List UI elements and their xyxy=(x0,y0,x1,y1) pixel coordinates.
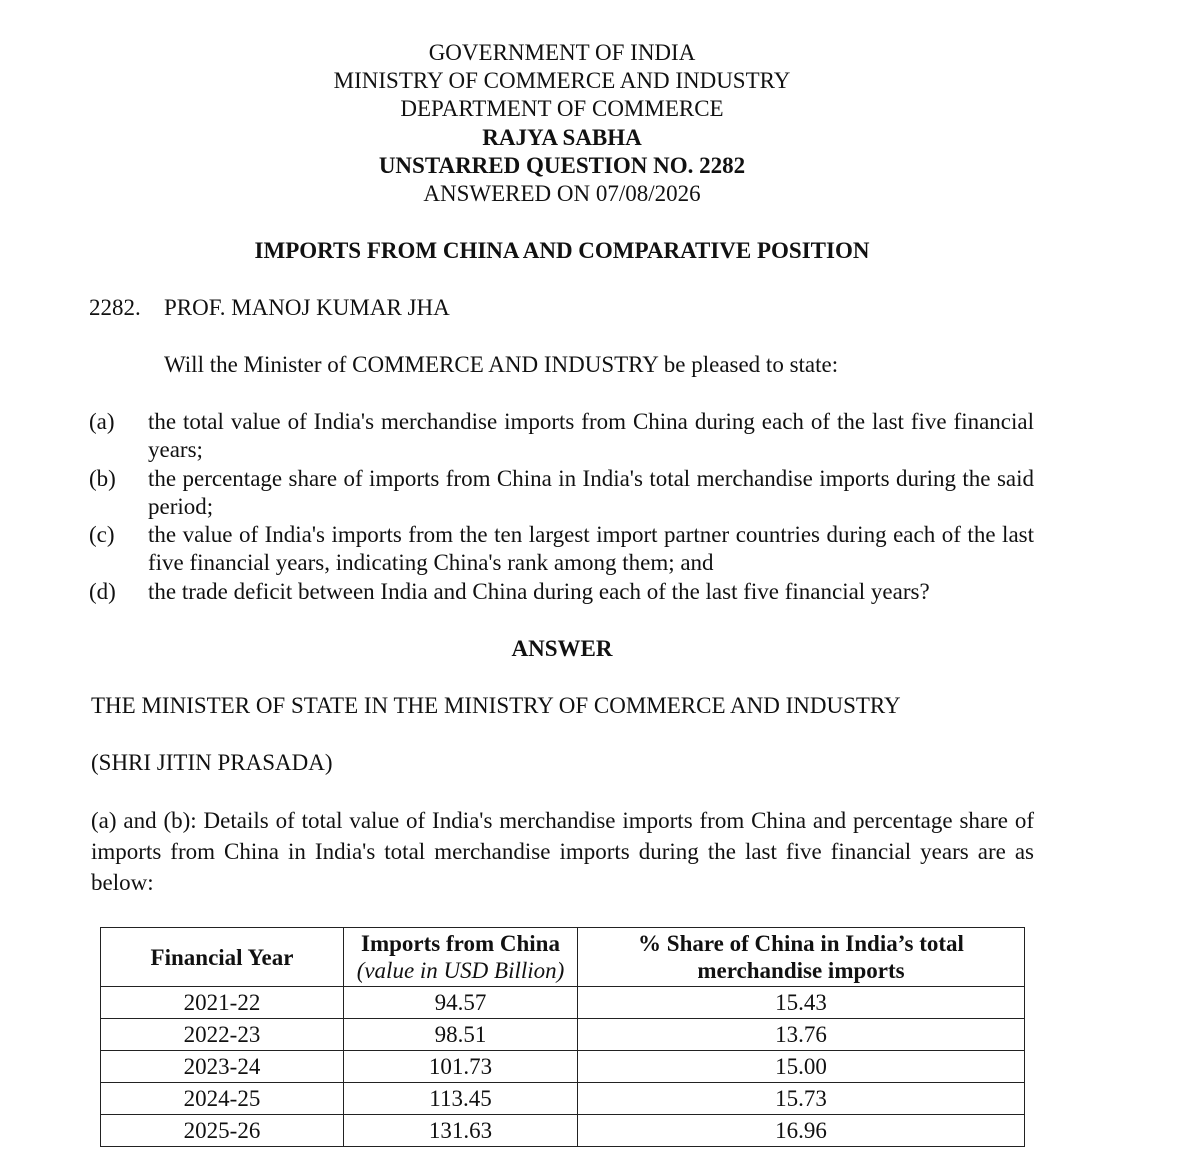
cell-imports: 113.45 xyxy=(344,1083,578,1115)
table-row xyxy=(101,987,1025,1019)
cell-share: 16.96 xyxy=(578,1115,1025,1147)
column-header-label: Imports from China xyxy=(361,931,560,956)
cell-share: 15.73 xyxy=(578,1083,1025,1115)
reply-paragraph: (a) and (b): Details of total value of India's merchandise imports from China and percentage share of imports from China in India's total merchandise imports during the last five financial years are as below: xyxy=(91,808,1034,895)
column-header-share xyxy=(578,928,1025,987)
question-part-text: the value of India's imports from the ten largest import partner countries during each of the last five financial years, indicating China's rank among them; and xyxy=(148,522,1034,575)
header-department: DEPARTMENT OF COMMERCE xyxy=(400,96,724,121)
cell-year: 2025-26 xyxy=(101,1115,344,1147)
column-header-imports xyxy=(344,928,578,987)
column-header-label: merchandise imports xyxy=(697,958,905,983)
question-number: 2282. xyxy=(89,295,141,320)
question-intro: Will the Minister of COMMERCE AND INDUSTRY be pleased to state: xyxy=(164,352,839,377)
header-ministry: MINISTRY OF COMMERCE AND INDUSTRY xyxy=(333,68,791,93)
header-question-number: UNSTARRED QUESTION NO. 2282 xyxy=(378,153,746,178)
cell-year: 2021-22 xyxy=(101,987,344,1019)
cell-year: 2024-25 xyxy=(101,1083,344,1115)
table-row xyxy=(101,1083,1025,1115)
cell-imports: 98.51 xyxy=(344,1019,578,1051)
cell-share: 13.76 xyxy=(578,1019,1025,1051)
subject-title: IMPORTS FROM CHINA AND COMPARATIVE POSITION xyxy=(254,238,870,263)
table-header-row xyxy=(101,928,1025,987)
cell-year: 2022-23 xyxy=(101,1019,344,1051)
question-part-text: the percentage share of imports from China in India's total merchandise imports during the said period; xyxy=(148,466,1034,519)
minister-designation: THE MINISTER OF STATE IN THE MINISTRY OF COMMERCE AND INDUSTRY xyxy=(91,693,901,718)
column-header-label: % Share of China in India’s total xyxy=(638,931,964,956)
cell-imports: 101.73 xyxy=(344,1051,578,1083)
member-name: PROF. MANOJ KUMAR JHA xyxy=(164,295,450,320)
minister-name: (SHRI JITIN PRASADA) xyxy=(91,750,333,775)
header-answered-date: ANSWERED ON 07/08/2026 xyxy=(423,181,701,206)
column-header-label: Financial Year xyxy=(150,944,294,970)
imports-table xyxy=(100,927,1025,1147)
cell-imports: 94.57 xyxy=(344,987,578,1019)
table-row xyxy=(101,1051,1025,1083)
column-header-unit: (value in USD Billion) xyxy=(356,958,565,983)
question-part-text: the total value of India's merchandise imports from China during each of the last five financial years; xyxy=(148,409,1034,462)
answer-heading: ANSWER xyxy=(511,636,613,661)
column-header-financial-year xyxy=(101,928,344,987)
cell-imports: 131.63 xyxy=(344,1115,578,1147)
question-part-label: (c) xyxy=(89,522,115,547)
question-part-label: (a) xyxy=(89,409,115,434)
cell-year: 2023-24 xyxy=(101,1051,344,1083)
header-house: RAJYA SABHA xyxy=(482,125,642,150)
table-row xyxy=(101,1019,1025,1051)
header-government: GOVERNMENT OF INDIA xyxy=(428,40,696,65)
question-part-label: (d) xyxy=(89,579,116,604)
cell-share: 15.43 xyxy=(578,987,1025,1019)
cell-share: 15.00 xyxy=(578,1051,1025,1083)
table-row xyxy=(101,1115,1025,1147)
question-part-label: (b) xyxy=(89,466,116,491)
question-part-text: the trade deficit between India and China during each of the last five financial years? xyxy=(148,579,930,604)
